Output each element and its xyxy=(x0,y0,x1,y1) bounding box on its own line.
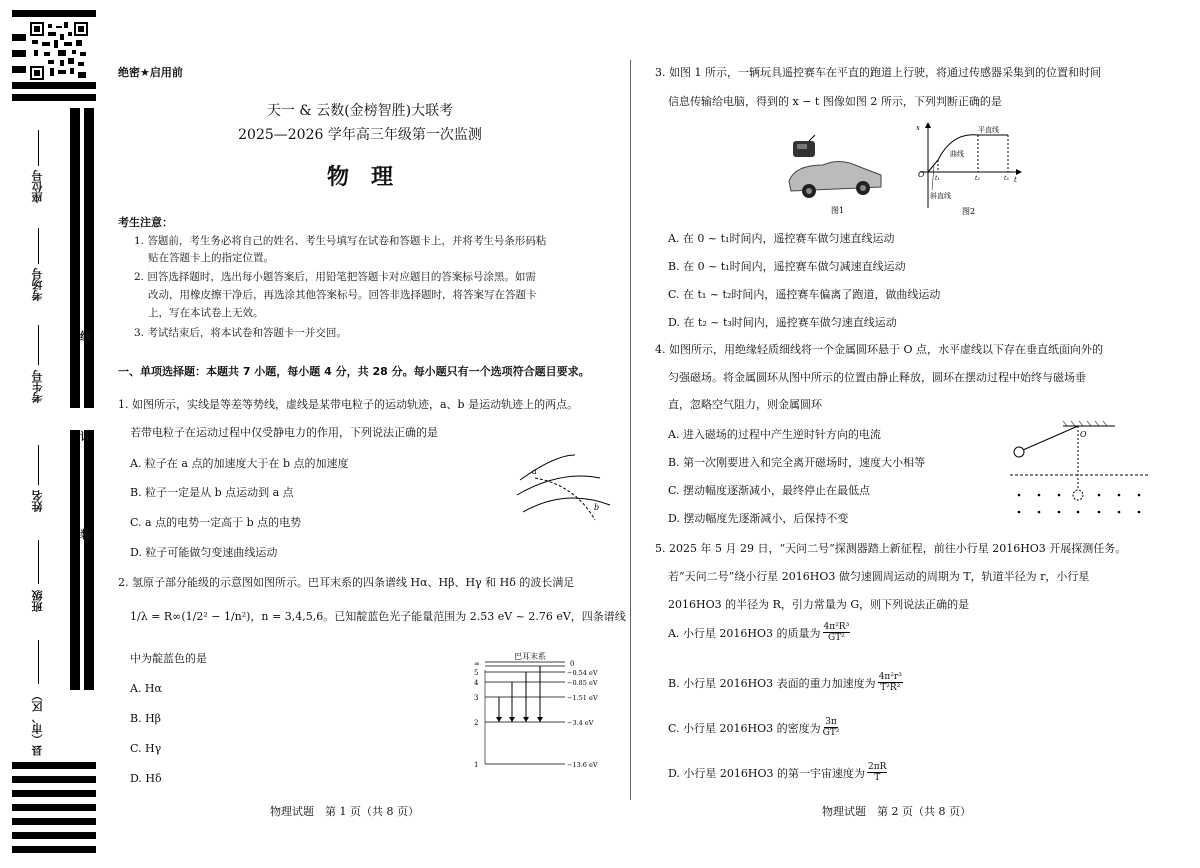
q2-option-d: D. Hδ xyxy=(130,772,162,785)
page-divider xyxy=(630,60,631,800)
level-label: 2 xyxy=(474,719,479,727)
q4-option-b: B. 第一次刚要进入和完全离开磁场时，速度大小相等 xyxy=(668,456,926,469)
q2-option-a: A. Hα xyxy=(130,682,162,695)
notice-line: 上，写在本试卷上无效。 xyxy=(148,307,264,319)
level-label: 4 xyxy=(474,679,479,687)
q1-option-c: C. a 点的电势一定高于 b 点的电势 xyxy=(130,516,302,529)
origin-label: O xyxy=(918,170,925,179)
qr-code-icon xyxy=(30,22,88,80)
fraction-denominator: T²R² xyxy=(880,683,901,693)
q4-pendulum-figure xyxy=(1005,420,1155,520)
question-4-stem: 4. 如图所示，用绝缘轻质细线将一个金属圆环悬于 O 点，水平虚线以下存在垂直纸面向外的 xyxy=(655,343,1104,356)
seat-label: 座位号 xyxy=(31,170,44,203)
balmer-title: 巴耳末系 xyxy=(514,652,546,661)
t3-label: t₃ xyxy=(1004,175,1009,182)
q4-option-a: A. 进入磁场的过程中产生逆时针方向的电流 xyxy=(668,428,881,441)
question-4-stem: 直，忽略空气阻力，则金属圆环 xyxy=(668,398,822,411)
room-label: 考场号 xyxy=(31,268,44,301)
question-3-stem: 信息传输给电脑，得到的 x − t 图像如图 2 所示，下列判断正确的是 xyxy=(668,95,1002,108)
level-inf: ∞ xyxy=(474,660,480,668)
point-a-label: a xyxy=(532,467,537,476)
stripe xyxy=(12,94,96,101)
q3-option-a: A. 在 0 ~ t₁时间内，遥控赛车做匀速直线运动 xyxy=(668,232,895,245)
fraction-numerator: 4π²R³ xyxy=(823,622,850,632)
stripe xyxy=(12,66,26,73)
binding-bar xyxy=(84,430,94,690)
binding-bar xyxy=(70,108,80,408)
stripe xyxy=(12,762,96,769)
question-4-stem: 匀强磁场。将金属圆环从图中所示的位置由静止释放，圆环在摆动过程中始终与磁场垂 xyxy=(668,371,1086,384)
figure-1-caption: 图1 xyxy=(831,206,845,215)
exam-number-field xyxy=(38,325,39,365)
q3-option-c: C. 在 t₁ ~ t₂时间内，遥控赛车偏离了跑道，做曲线运动 xyxy=(668,288,941,301)
rc-car-figure xyxy=(785,135,885,217)
stripe xyxy=(12,50,26,57)
notice-title: 考生注意： xyxy=(118,216,173,229)
level-label: 1 xyxy=(474,761,479,769)
county-label: 县（市、区） xyxy=(31,690,44,756)
question-1-stem: 1. 如图所示，实线是等差等势线，虚线是某带电粒子的运动轨迹，a、b 是运动轨迹上的两点。 xyxy=(118,398,579,411)
flat-line-label: 平直线 xyxy=(978,126,999,134)
name-label: 姓名 xyxy=(31,490,44,512)
q2-option-b: B. Hβ xyxy=(130,712,162,725)
binding-bar xyxy=(84,108,94,408)
t1-label: t₁ xyxy=(935,175,940,182)
q4-option-c: C. 摆动幅度逐渐减小，最终停止在最低点 xyxy=(668,484,871,497)
class-label: 班级 xyxy=(31,590,44,612)
stripe xyxy=(12,34,26,41)
q5-option-a xyxy=(668,622,850,643)
energy-label: −13.6 eV xyxy=(567,761,598,769)
stripe xyxy=(12,82,96,89)
energy-zero: 0 xyxy=(570,660,575,668)
question-5-stem: 2016HO3 的半径为 R，引力常量为 G，则下列说法正确的是 xyxy=(668,598,970,611)
bind-mark-line: 线 xyxy=(80,330,91,343)
energy-label: −0.85 eV xyxy=(567,679,598,687)
q3-option-d: D. 在 t₂ ~ t₃时间内，遥控赛车做匀速直线运动 xyxy=(668,316,897,329)
binding-strip xyxy=(0,0,95,868)
room-field xyxy=(38,228,39,264)
fraction-numerator: 3π xyxy=(825,717,837,727)
exam-number-label: 考生号 xyxy=(31,370,44,403)
class-field xyxy=(38,540,39,584)
stripe xyxy=(12,846,96,853)
q3-option-b: B. 在 0 ~ t₁时间内，遥控赛车做匀减速直线运动 xyxy=(668,260,906,273)
exam-title: 2025—2026 学年高三年级第一次监测 xyxy=(238,127,482,143)
bind-mark-ding: 订 xyxy=(80,430,91,443)
bind-mark-zhuang: 装 xyxy=(80,528,91,541)
notice-line: 贴在答题卡上的指定位置。 xyxy=(148,252,274,264)
question-2-stem: 中为靛蓝色的是 xyxy=(130,652,207,665)
fraction-denominator: GT² xyxy=(822,728,840,738)
binding-bar xyxy=(70,430,80,690)
question-5-stem: 5. 2025 年 5 月 29 日，“天问二号”探测器踏上新征程，前往小行星 2016HO3 开展探测任务。 xyxy=(655,542,1127,555)
question-2-formula: 1/λ = R∞(1/2² − 1/n²)，n = 3,4,5,6。已知靛蓝色光子能量范围为 2.53 eV ~ 2.76 eV，四条谱线 xyxy=(130,610,626,623)
q1-figure xyxy=(515,450,615,530)
footer-page-2: 物理试题 第 2 页（共 8 页） xyxy=(822,805,971,818)
curve-label: 曲线 xyxy=(950,150,964,158)
fraction-denominator: T xyxy=(874,773,881,783)
q1-option-d: D. 粒子可能做匀变速曲线运动 xyxy=(130,546,278,559)
footer-page-1: 物理试题 第 1 页（共 8 页） xyxy=(270,805,419,818)
point-b-label: b xyxy=(594,503,600,512)
q5-option-b xyxy=(668,672,903,693)
stripe xyxy=(12,832,96,839)
q1-option-a: A. 粒子在 a 点的加速度大于在 b 点的加速度 xyxy=(130,457,349,470)
question-2-stem: 2. 氢原子部分能级的示意图如图所示。巴耳末系的四条谱线 Hα、Hβ、Hγ 和 Hδ 的波长满足 xyxy=(118,576,575,589)
stripe xyxy=(12,804,96,811)
q2-option-c: C. Hγ xyxy=(130,742,162,755)
subject-title: 物 理 xyxy=(326,165,393,190)
notice-line: 2. 回答选择题时，选出每小题答案后，用铅笔把答题卡对应题目的答案标号涂黑。如需 xyxy=(134,271,536,283)
notice-line: 改动，用橡皮擦干净后，再选涂其他答案标号。回答非选择题时，将答案写在答题卡 xyxy=(148,289,537,301)
fraction-numerator: 2πR xyxy=(868,762,887,772)
energy-level-diagram xyxy=(470,650,620,770)
q5-option-text: D. 小行星 2016HO3 的第一宇宙速度为 xyxy=(668,766,866,780)
xt-graph-figure xyxy=(910,120,1025,220)
question-3-stem: 3. 如图 1 所示，一辆玩具遥控赛车在平直的跑道上行驶，将通过传感器采集到的位置和时间 xyxy=(655,66,1101,79)
stripe xyxy=(12,776,96,783)
section-heading: 一、单项选择题：本题共 7 小题，每小题 4 分，共 28 分。每小题只有一个选项符合题目要求。 xyxy=(118,365,590,378)
energy-label: −0.54 eV xyxy=(567,669,598,677)
level-label: 5 xyxy=(474,669,479,677)
secret-mark: 绝密★启用前 xyxy=(118,66,183,79)
energy-label: −3.4 eV xyxy=(567,719,594,727)
notice-line: 1. 答题前，考生务必将自己的姓名、考生号填写在试卷和答题卡上，并将考生号条形码粘 xyxy=(134,235,547,247)
q5-option-c xyxy=(668,717,839,738)
question-5-stem: 若“天问二号”绕小行星 2016HO3 做匀速圆周运动的周期为 T，轨道半径为 r，小行星 xyxy=(668,570,1090,583)
notice-line: 3. 考试结束后，将本试卷和答题卡一并交回。 xyxy=(134,327,347,339)
pivot-o-label: O xyxy=(1080,430,1087,439)
exam-org: 天一 & 云数(金榜智胜)大联考 xyxy=(266,103,454,119)
axis-t-label: t xyxy=(1014,176,1017,184)
q5-option-text: C. 小行星 2016HO3 的密度为 xyxy=(668,721,821,735)
q5-option-text: B. 小行星 2016HO3 表面的重力加速度为 xyxy=(668,676,876,690)
energy-label: −1.51 eV xyxy=(567,694,598,702)
stripe xyxy=(12,790,96,797)
stripe xyxy=(12,818,96,825)
fraction-numerator: 4π²r³ xyxy=(878,672,902,682)
fraction-denominator: GT² xyxy=(827,633,845,643)
county-field xyxy=(38,640,39,684)
q5-option-text: A. 小行星 2016HO3 的质量为 xyxy=(668,626,821,640)
q4-option-d: D. 摆动幅度先逐渐减小，后保持不变 xyxy=(668,512,849,525)
name-field xyxy=(38,445,39,485)
q1-option-b: B. 粒子一定是从 b 点运动到 a 点 xyxy=(130,486,294,499)
figure-2-caption: 图2 xyxy=(962,207,976,216)
slope-line-label: 斜直线 xyxy=(930,192,951,200)
axis-x-label: x xyxy=(916,124,920,132)
q5-option-d xyxy=(668,762,887,783)
stripe xyxy=(12,10,96,17)
level-label: 3 xyxy=(474,694,479,702)
t2-label: t₂ xyxy=(975,175,980,182)
question-1-stem: 若带电粒子在运动过程中仅受静电力的作用，下列说法正确的是 xyxy=(130,426,438,439)
seat-field xyxy=(38,130,39,166)
